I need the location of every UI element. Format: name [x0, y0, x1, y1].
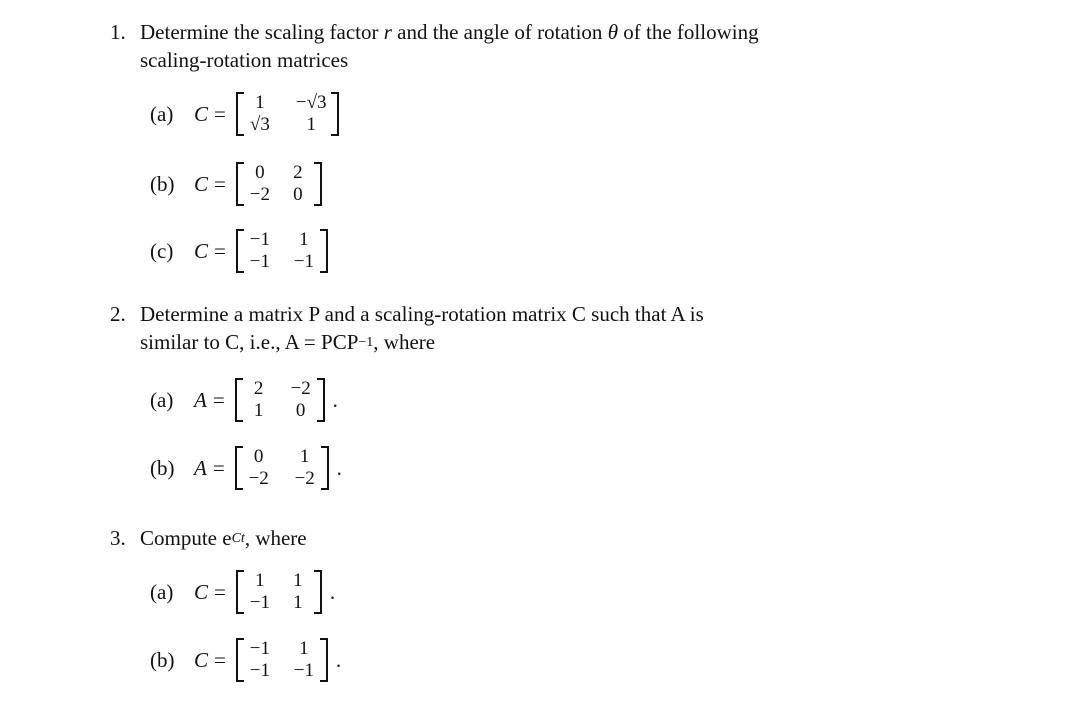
matrix-variable: A	[194, 387, 207, 412]
matrix-cell: 0	[295, 400, 306, 421]
item-label: (b)	[150, 647, 175, 672]
matrix-cell: 1	[293, 592, 303, 613]
matrix-cell: 0	[293, 184, 303, 205]
problem-number: 3.	[110, 526, 126, 550]
matrix-cell: 1	[299, 638, 309, 659]
matrix-cell: 1	[299, 229, 309, 250]
matrix	[233, 378, 327, 422]
matrix-variable: C	[194, 101, 209, 126]
matrix	[234, 570, 324, 614]
problem-text-continuation: scaling-rotation matrices	[140, 48, 349, 72]
matrix-cell: 2	[253, 378, 264, 399]
left-bracket	[236, 570, 244, 614]
matrix	[234, 92, 341, 136]
item-label: (a)	[150, 101, 174, 126]
matrix	[234, 162, 324, 206]
matrix-variable: C	[194, 238, 209, 263]
equals-sign: =	[214, 101, 226, 126]
matrix-variable: C	[194, 171, 209, 196]
matrix-cell: 1	[253, 400, 264, 421]
matrix-item	[150, 378, 338, 422]
problem-number: 1.	[110, 20, 126, 44]
matrix-cell: 0	[253, 446, 264, 467]
problem-3	[110, 524, 307, 552]
period: .	[329, 579, 336, 604]
matrix	[234, 638, 330, 682]
matrix-cell: −1	[249, 638, 270, 659]
left-bracket	[235, 446, 243, 490]
matrix-variable: C	[194, 579, 209, 604]
matrix-cell: −1	[249, 251, 270, 272]
matrix-cell: 2	[293, 162, 303, 183]
period: .	[332, 387, 338, 412]
problem-2	[110, 300, 704, 356]
matrix-cell: −1	[293, 251, 314, 272]
equals-sign: =	[214, 171, 226, 196]
matrix-cell: −2	[249, 184, 270, 205]
left-bracket	[236, 229, 244, 273]
matrix-item	[150, 638, 341, 682]
right-bracket	[320, 229, 328, 273]
matrix-cell: −1	[249, 229, 270, 250]
problem-text-continuation: similar to C, i.e., $A = PCP^{-1}$, where	[140, 330, 436, 354]
matrix-cell: 1	[255, 92, 265, 113]
left-bracket	[236, 638, 244, 682]
matrix-variable: C	[194, 647, 209, 672]
problem-text: Compute $e^{Ct}$, where	[140, 526, 307, 550]
item-label: (c)	[150, 238, 174, 263]
matrix-cell: 1	[299, 446, 310, 467]
equals-sign: =	[212, 455, 225, 480]
problem-number: 2.	[110, 302, 126, 326]
matrix-cell: 0	[255, 162, 265, 183]
matrix	[234, 229, 330, 273]
right-bracket	[321, 446, 329, 490]
problem-text: Determine the scaling factor r and the angle of rotation θ of the following	[140, 20, 759, 44]
problem-text: Determine a matrix P and a scaling-rotation matrix C such that A is	[140, 302, 704, 326]
period: .	[335, 647, 342, 672]
matrix-item	[150, 229, 330, 273]
matrix-item	[150, 92, 341, 136]
matrix-item	[150, 570, 335, 614]
matrix-cell: −√3	[295, 92, 327, 113]
matrix-cell: −1	[249, 592, 270, 613]
matrix-cell: −2	[248, 468, 269, 489]
right-bracket	[314, 162, 322, 206]
matrix-item	[150, 446, 342, 490]
matrix-cell: −1	[293, 660, 314, 681]
matrix-item	[150, 162, 324, 206]
matrix-cell: 1	[306, 114, 316, 135]
matrix-variable: A	[194, 455, 207, 480]
item-label: (b)	[150, 455, 175, 480]
item-label: (a)	[150, 387, 174, 412]
equals-sign: =	[214, 238, 226, 263]
left-bracket	[235, 378, 243, 422]
matrix-cell: √3	[249, 114, 270, 135]
left-bracket	[236, 92, 244, 136]
item-label: (a)	[150, 579, 174, 604]
right-bracket	[317, 378, 325, 422]
equals-sign: =	[214, 579, 226, 604]
problem-1	[110, 18, 759, 74]
matrix-cell: −2	[294, 468, 315, 489]
period: .	[336, 455, 342, 480]
equals-sign: =	[214, 647, 226, 672]
left-bracket	[236, 162, 244, 206]
right-bracket	[314, 570, 322, 614]
matrix-cell: −2	[290, 378, 311, 399]
matrix-cell: 1	[255, 570, 265, 591]
matrix	[233, 446, 331, 490]
matrix-cell: −1	[249, 660, 270, 681]
right-bracket	[331, 92, 339, 136]
item-label: (b)	[150, 171, 175, 196]
right-bracket	[320, 638, 328, 682]
equals-sign: =	[212, 387, 225, 412]
matrix-cell: 1	[293, 570, 303, 591]
